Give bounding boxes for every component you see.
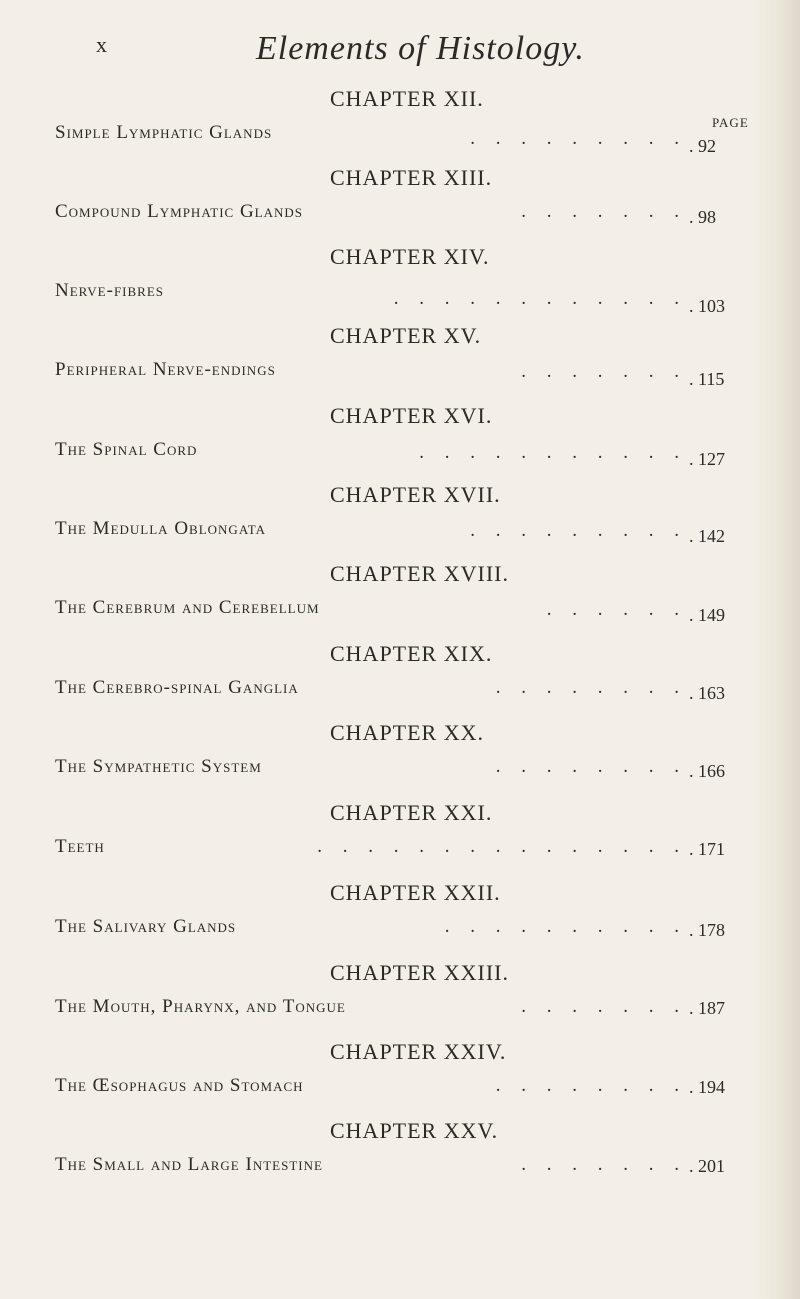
- toc-line: [55, 597, 745, 627]
- dot-leader: . . . . . . . .: [495, 1075, 687, 1096]
- chapter-heading: CHAPTER XXIV.: [330, 1039, 507, 1064]
- toc-entry: [0, 86, 800, 166]
- toc-line: [55, 836, 745, 866]
- toc-entry: [0, 960, 800, 1040]
- page-ref: . 163: [689, 683, 725, 703]
- dot-leader: . . . . . . . . .: [470, 520, 687, 541]
- page-column-label: PAGE: [712, 115, 749, 130]
- chapter-heading: CHAPTER XIII.: [330, 165, 493, 190]
- page-ref: . 171: [689, 839, 725, 859]
- chapter-title: The Salivary Glands: [55, 916, 237, 937]
- running-head: Elements of Histology.: [256, 30, 585, 67]
- chapter-heading: CHAPTER XXIII.: [330, 960, 509, 985]
- toc-entry: [0, 1118, 800, 1198]
- chapter-title: The Small and Large Intestine: [55, 1154, 323, 1175]
- page-ref: . 166: [689, 761, 725, 781]
- toc-entry: [0, 561, 800, 641]
- chapter-heading: CHAPTER XII.: [330, 86, 484, 111]
- page-ref: . 149: [689, 605, 725, 625]
- dot-leader: . . . . . . . . . . . .: [393, 288, 687, 309]
- toc-line: [55, 280, 745, 316]
- chapter-title: The Mouth, Pharynx, and Tongue: [55, 996, 346, 1017]
- toc-line: [55, 122, 745, 156]
- page-header: [96, 30, 656, 70]
- chapter-heading: CHAPTER XVII.: [330, 482, 501, 507]
- page-ref: . 178: [689, 920, 725, 940]
- chapter-title: The Œsophagus and Stomach: [55, 1075, 304, 1096]
- toc-entry: [0, 244, 800, 324]
- toc-entry: [0, 800, 800, 880]
- chapter-heading: CHAPTER XVIII.: [330, 561, 509, 586]
- dot-leader: . . . . . . . . . . . . . . .: [317, 836, 687, 857]
- chapter-title: The Cerebro-spinal Ganglia: [55, 677, 299, 698]
- toc-line: [55, 518, 745, 548]
- toc-entry: [0, 403, 800, 483]
- toc-line: [55, 916, 745, 946]
- chapter-heading: CHAPTER XXI.: [330, 800, 493, 825]
- chapter-heading: CHAPTER XX.: [330, 720, 485, 745]
- toc-entry: [0, 1039, 800, 1119]
- chapter-title: Compound Lymphatic Glands: [55, 201, 304, 222]
- dot-leader: . . . . . .: [546, 599, 687, 620]
- page-ref: . 103: [689, 296, 725, 316]
- toc-line: [55, 996, 745, 1026]
- chapter-title: Peripheral Nerve-endings: [55, 359, 276, 380]
- dot-leader: . . . . . . . .: [495, 756, 687, 777]
- chapter-heading: CHAPTER XXII.: [330, 880, 501, 905]
- toc-line: [55, 359, 745, 389]
- toc-entry: [0, 641, 800, 721]
- page-ref: . 98: [689, 207, 716, 227]
- toc-entry: [0, 323, 800, 403]
- toc-entry: [0, 880, 800, 960]
- chapter-heading: CHAPTER XIX.: [330, 641, 493, 666]
- toc-entry: [0, 165, 800, 245]
- chapter-title: The Spinal Cord: [55, 439, 198, 460]
- chapter-title: The Cerebrum and Cerebellum: [55, 597, 320, 618]
- page-ref: . 127: [689, 449, 725, 469]
- dot-leader: . . . . . . . .: [495, 677, 687, 698]
- toc-line: [55, 439, 745, 469]
- dot-leader: . . . . . . . . . . .: [419, 442, 687, 463]
- chapter-title: Nerve-fibres: [55, 280, 165, 301]
- page-ref: . 187: [689, 998, 725, 1018]
- dot-leader: . . . . . . . . . .: [444, 916, 687, 937]
- page-ref: . 201: [689, 1156, 725, 1176]
- chapter-title: Simple Lymphatic Glands: [55, 122, 273, 143]
- page-ref: . 115: [689, 369, 725, 389]
- page-ref: . 142: [689, 526, 725, 546]
- chapter-heading: CHAPTER XV.: [330, 323, 482, 348]
- toc-line: [55, 756, 745, 786]
- toc-line: [55, 1154, 745, 1184]
- page-number: x: [96, 32, 107, 57]
- toc-line: [55, 201, 745, 231]
- page-ref: . 92: [689, 136, 716, 156]
- dot-leader: . . . . . . . . .: [470, 128, 687, 149]
- chapter-heading: CHAPTER XIV.: [330, 244, 490, 269]
- dot-leader: . . . . . . .: [521, 201, 687, 222]
- page-ref: . 194: [689, 1077, 725, 1097]
- chapter-title: The Sympathetic System: [55, 756, 262, 777]
- chapter-heading: CHAPTER XXV.: [330, 1118, 499, 1143]
- dot-leader: . . . . . . .: [521, 996, 687, 1017]
- toc-entry: [0, 720, 800, 800]
- toc-line: [55, 677, 745, 707]
- chapter-title: The Medulla Oblongata: [55, 518, 267, 539]
- chapter-heading: CHAPTER XVI.: [330, 403, 493, 428]
- chapter-title: Teeth: [55, 836, 105, 857]
- dot-leader: . . . . . . .: [521, 361, 687, 382]
- dot-leader: . . . . . . .: [521, 1154, 687, 1175]
- toc-line: [55, 1075, 745, 1105]
- toc-entry: [0, 482, 800, 562]
